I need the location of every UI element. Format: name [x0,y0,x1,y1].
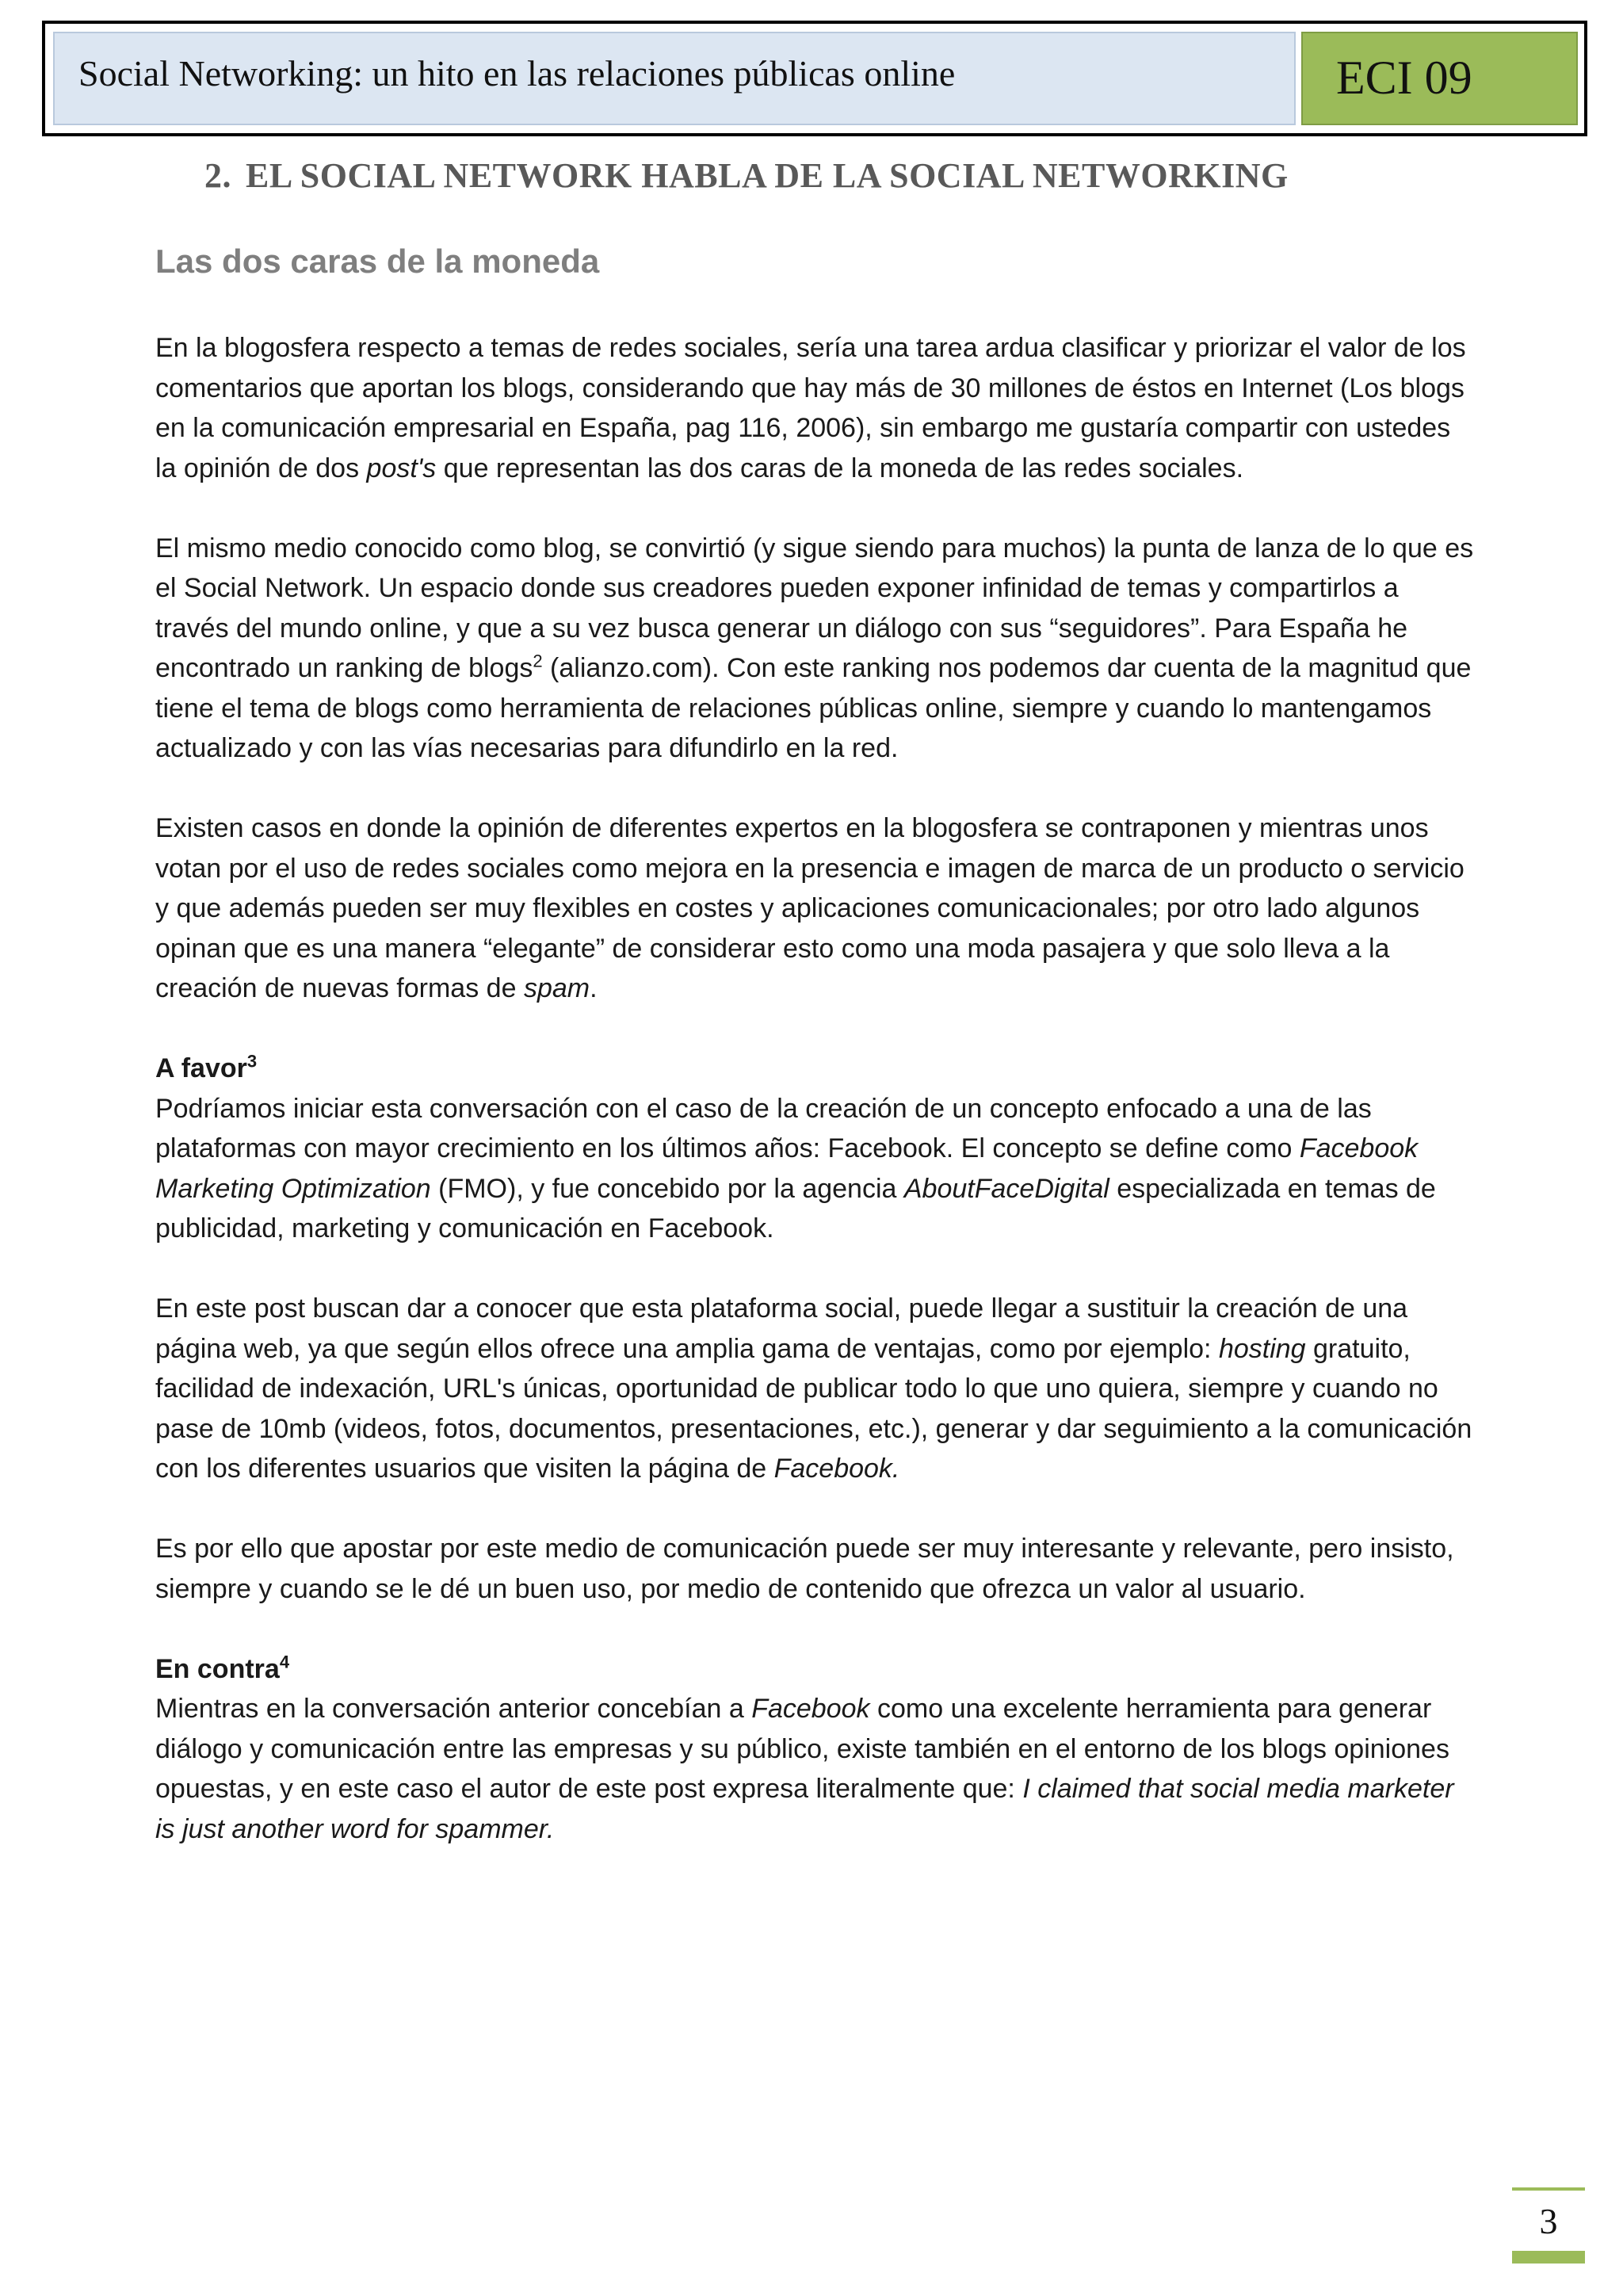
paragraph-text: gratuito, facilidad de indexación, URL's únicas, oportunidad de publicar todo lo que uno quiera, siempre y cuando no pase de 10mb (videos, fotos, documentos, presentaciones, etc.), generar y dar seguimiento a la comunicación con los diferentes usuarios que visiten la página de [155,1333,1472,1484]
paragraph-text: Es por ello que apostar por este medio de comunicación puede ser muy interesante y relevante, pero insisto, siempre y cuando se le dé un buen uso, por medio de contenido que ofrezca un valor al usuario. [155,1534,1454,1604]
paragraph-text: . [590,973,598,1003]
paragraph-expertos [155,808,1479,1009]
paragraph-italic-text: I claimed that social media marketer is just another word for spammer. [155,1774,1454,1844]
page-number-box [1512,2187,1585,2262]
paragraph-text: En este post buscan dar a conocer que esta plataforma social, puede llegar a sustituir la creación de una página web, ya que según ellos ofrece una amplia gama de ventajas, como por ejemplo: [155,1293,1408,1364]
paragraph-italic-text: spam [523,973,590,1003]
paragraph-italic-text: AboutFaceDigital [903,1173,1109,1204]
paragraph-italic-text: post's [366,453,437,483]
sub-heading: Las dos caras de la moneda [155,243,600,280]
page-header [42,21,1587,136]
paragraph-text: que representan las dos caras de la moneda de las redes sociales. [436,453,1244,483]
paragraph-en-contra [155,1649,1479,1850]
label-text: A favor [155,1053,247,1083]
section-heading [204,155,1289,196]
paragraph-italic-text: hosting [1218,1333,1306,1364]
paragraph-italic-text: Facebook [751,1694,870,1724]
body-text [155,328,1479,1849]
section-number: 2. [204,156,231,195]
label-en-contra [155,1649,1479,1690]
paragraph-italic-text: Facebook. [773,1454,900,1484]
paragraph-text: En la blogosfera respecto a temas de redes sociales, sería una tarea ardua clasificar y priorizar el valor de los comentarios que aportan los blogs, considerando que hay más de 30 millones de éstos en Internet (Los blogs en la comunicación empresarial en España, pag 116, 2006), sin embargo me gustaría compartir con ustedes la opinión de dos [155,333,1466,483]
paragraph-text: Podríamos iniciar esta conversación con el caso de la creación de un concepto enfocado a una de las plataformas con mayor crecimiento en los últimos años: Facebook. El concepto se define como [155,1093,1372,1163]
paragraph-plataforma [155,1289,1479,1489]
label-a-favor [155,1049,1479,1089]
paragraph-text: como una excelente herramienta para generar diálogo y comunicación entre las empresas y su público, existe también en el entorno de los blogs opiniones opuestas, y en este caso el autor de este post expresa literalmente que: [155,1694,1449,1804]
paragraph-text: (alianzo.com). Con este ranking nos podemos dar cuenta de la magnitud que tiene el tema de blogs como herramienta de relaciones públicas online, siempre y cuando lo mantengamos actualizado y con las vías necesarias para difundirlo en la red. [155,653,1472,763]
paragraph-apostar [155,1529,1479,1609]
footnote-ref-4: 4 [279,1652,290,1672]
footnote-ref-3: 3 [246,1051,258,1072]
header-code: ECI 09 [1336,52,1472,104]
label-text: En contra [155,1653,280,1684]
header-title: Social Networking: un hito en las relaciones públicas online [78,53,956,94]
page-number-bar [1512,2251,1585,2264]
paragraph-text: Existen casos en donde la opinión de diferentes expertos en la blogosfera se contraponen y mientras unos votan por el uso de redes sociales como mejora en la presencia e imagen de marca de un producto o servicio y que además pueden ser muy flexibles en costes y aplicaciones comunicacionales; por otro lado algunos opinan que es una manera “elegante” de considerar esto como una moda pasajera y que solo lleva a la creación de nuevas formas de [155,813,1465,1003]
paragraph-italic-text: Facebook Marketing Optimization [155,1133,1419,1204]
paragraph-text: (FMO), y fue concebido por la agencia [430,1173,904,1204]
paragraph-blog-medio [155,529,1479,769]
paragraph-a-favor [155,1049,1479,1249]
footnote-ref-2: 2 [533,651,543,671]
header-title-box [53,32,1296,125]
page-number: 3 [1539,2201,1558,2241]
section-title: EL SOCIAL NETWORK HABLA DE LA SOCIAL NETWORKING [246,156,1289,195]
paragraph-text: El mismo medio conocido como blog, se convirtió (y sigue siendo para muchos) la punta de lanza de lo que es el Social Network. Un espacio donde sus creadores pueden exponer infinidad de temas y compartirlos a través del mundo online, y que a su vez busca generar un diálogo con sus “seguidores”. Para España he encontrado un ranking de blogs [155,533,1474,683]
header-code-box [1301,32,1578,125]
paragraph-text: Mientras en la conversación anterior concebían a [155,1694,752,1724]
page-number-rule [1512,2187,1585,2191]
paragraph-blogosfera [155,328,1479,488]
paragraph-text: especializada en temas de publicidad, marketing y comunicación en Facebook. [155,1173,1436,1244]
